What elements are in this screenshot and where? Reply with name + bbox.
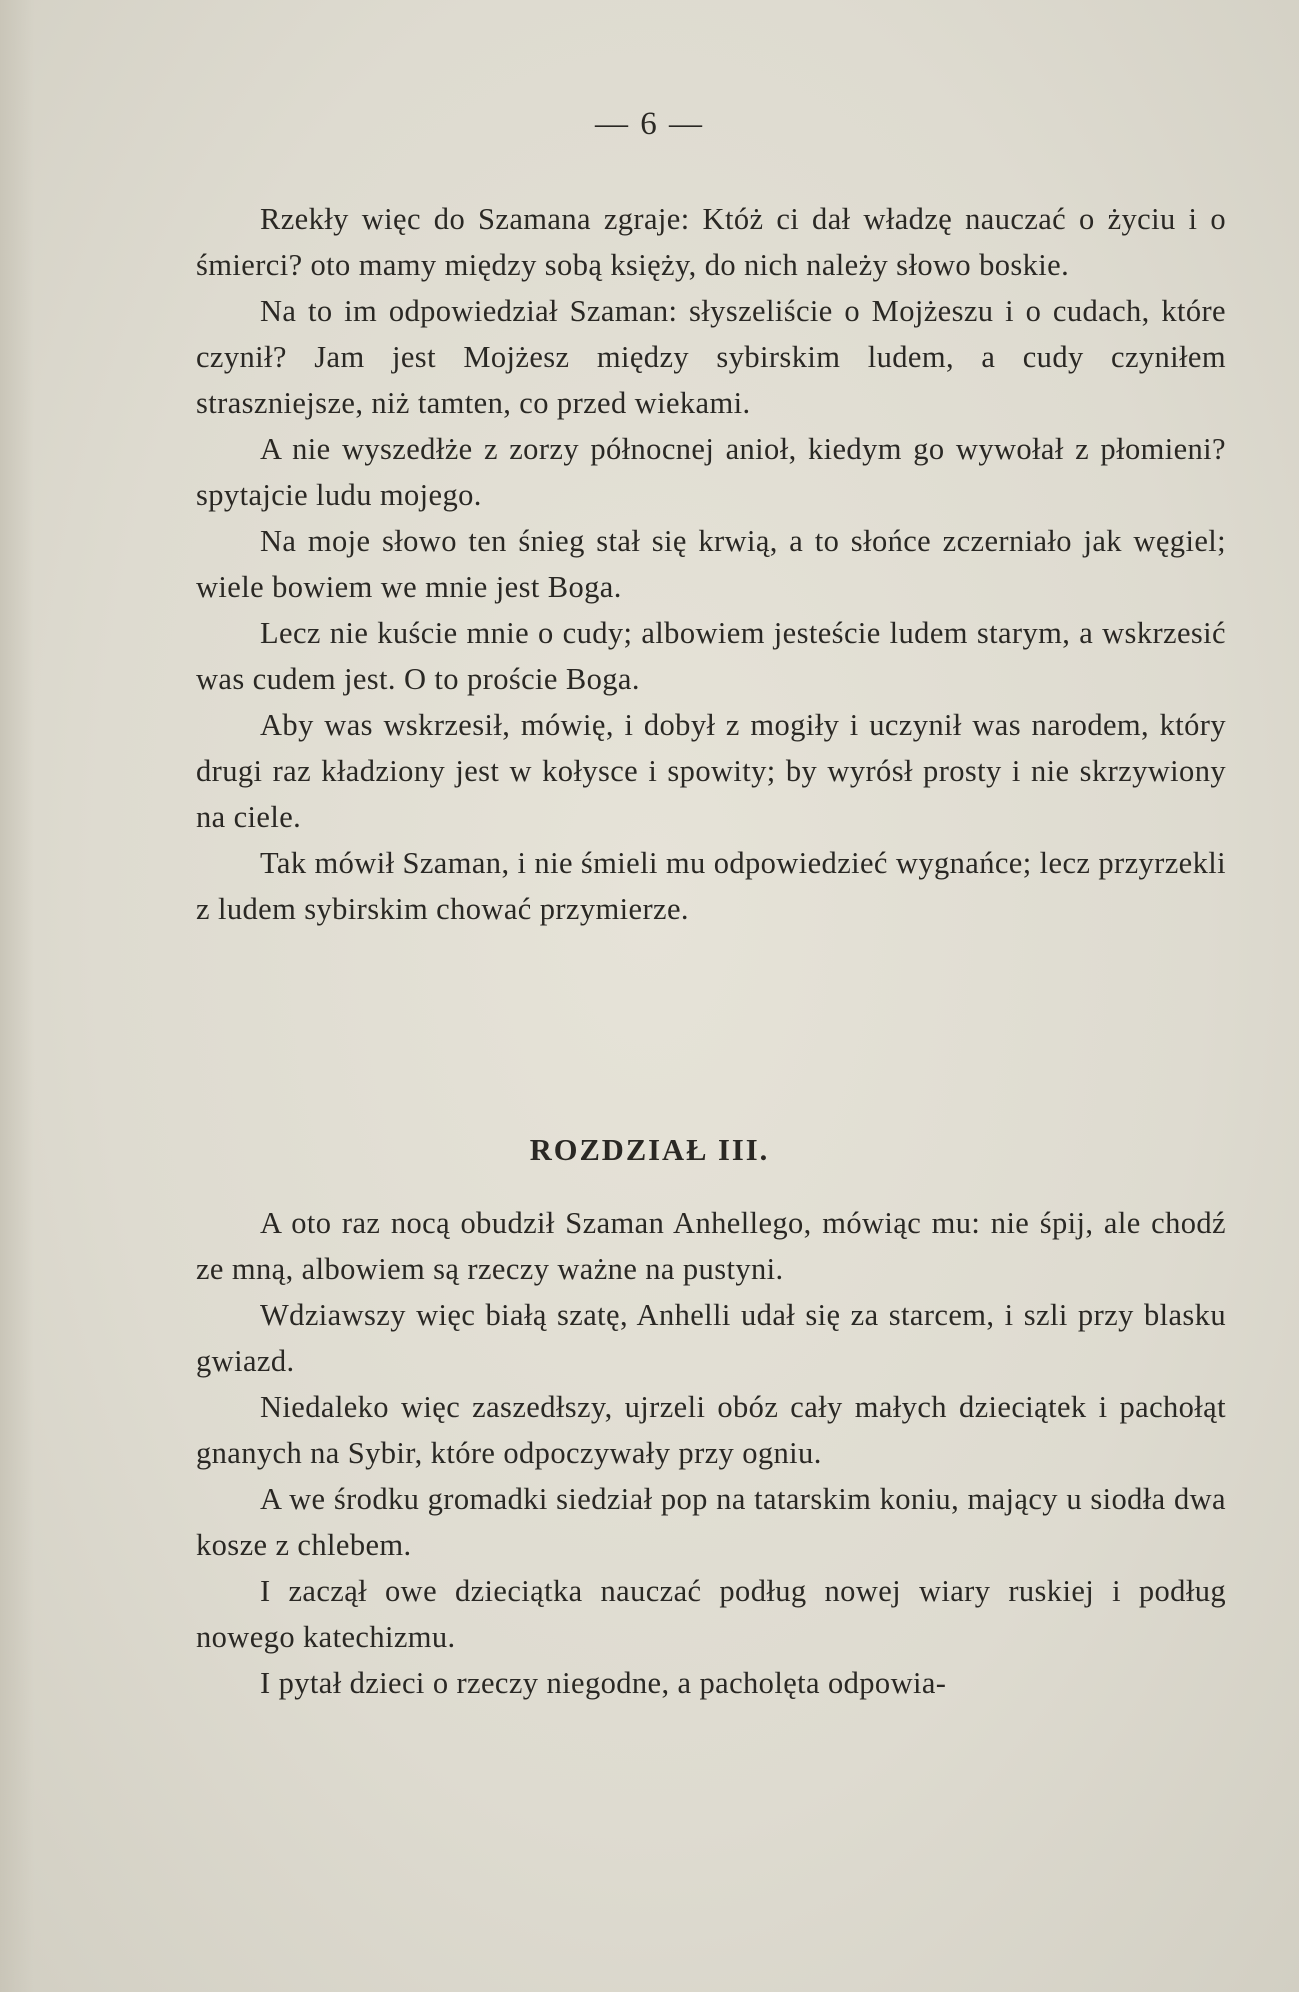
- text-section-1: [196, 196, 1226, 932]
- paragraph: A nie wyszedłże z zorzy północnej anioł, kiedym go wywołał z płomieni? spytajcie ludu mojego.: [196, 432, 1226, 512]
- paragraph: Na to im odpowiedział Szaman: słyszeliście o Mojżeszu i o cudach, które czynił? Jam jest Mojżesz między sybirskim ludem, a cudy czyniłem straszniejsze, niż tamten, co przed wiekami.: [196, 294, 1226, 420]
- paragraph: Na moje słowo ten śnieg stał się krwią, a to słońce zczerniało jak węgiel; wiele bowiem we mnie jest Boga.: [196, 524, 1226, 604]
- paragraph: Niedaleko więc zaszedłszy, ujrzeli obóz cały małych dzieciątek i pachołąt gnanych na Sybir, które odpoczywały przy ogniu.: [196, 1390, 1226, 1470]
- paragraph: Tak mówił Szaman, i nie śmieli mu odpowiedzieć wygnańce; lecz przyrzekli z ludem sybirskim chować przymierze.: [196, 846, 1226, 926]
- paragraph: A we środku gromadki siedział pop na tatarskim koniu, mający u siodła dwa kosze z chlebem.: [196, 1482, 1226, 1562]
- paragraph: I zaczął owe dzieciątka nauczać podług nowej wiary ruskiej i podług nowego katechizmu.: [196, 1574, 1226, 1654]
- page-number: — 6 —: [595, 106, 704, 142]
- paragraph: Wdziawszy więc białą szatę, Anhelli udał się za starcem, i szli przy blasku gwiazd.: [196, 1298, 1226, 1378]
- paragraph: A oto raz nocą obudził Szaman Anhellego, mówiąc mu: nie śpij, ale chodź ze mną, albowiem są rzeczy ważne na pustyni.: [196, 1206, 1226, 1286]
- paragraph: Aby was wskrzesił, mówię, i dobył z mogiły i uczynił was narodem, który drugi raz kładziony jest w kołysce i spowity; by wyrósł prosty i nie skrzywiony na ciele.: [196, 708, 1226, 834]
- page-gutter-shadow: [0, 0, 34, 1992]
- text-section-2: [196, 1200, 1226, 1706]
- chapter-heading: ROZDZIAŁ III.: [529, 1133, 770, 1167]
- paragraph: Rzekły więc do Szamana zgraje: Któż ci dał władzę nauczać o życiu i o śmierci? oto mamy między sobą księży, do nich należy słowo boskie.: [196, 202, 1226, 282]
- paragraph: I pytał dzieci o rzeczy niegodne, a pacholęta odpowia-: [260, 1666, 947, 1700]
- paragraph: Lecz nie kuście mnie o cudy; albowiem jesteście ludem starym, a wskrzesić was cudem jest. O to proście Boga.: [196, 616, 1226, 696]
